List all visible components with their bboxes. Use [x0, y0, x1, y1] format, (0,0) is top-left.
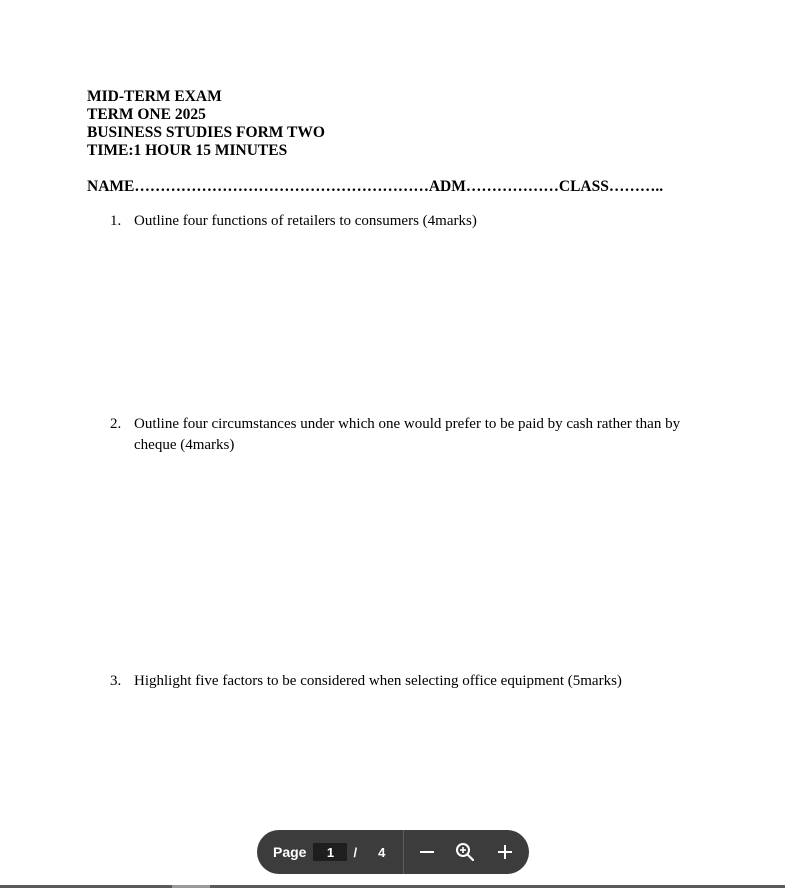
- page-separator: /: [353, 844, 358, 860]
- student-details-line: NAME…………………………………………………ADM………………CLASS………..: [87, 178, 664, 195]
- page-label: Page: [273, 844, 307, 860]
- question-text: Outline four circumstances under which one would prefer to be paid by cash rather than by cheque (4marks): [134, 416, 681, 453]
- exam-header: [87, 88, 325, 160]
- zoom-magnifier-icon: [455, 842, 475, 862]
- question-number: 1.: [110, 213, 122, 229]
- minus-icon: [419, 844, 435, 860]
- pdf-viewer-toolbar: [257, 830, 529, 874]
- zoom-in-button[interactable]: [490, 837, 520, 867]
- question-text: Highlight five factors to be considered when selecting office equipment (5marks): [134, 673, 622, 689]
- question-item: [110, 211, 695, 232]
- question-item: [110, 671, 695, 692]
- zoom-out-button[interactable]: [412, 837, 442, 867]
- toolbar-divider: [403, 830, 404, 874]
- question-number: 2.: [110, 416, 122, 432]
- page-number-input[interactable]: [313, 843, 347, 861]
- question-text: Outline four functions of retailers to consumers (4marks): [134, 213, 477, 229]
- plus-icon: [497, 844, 513, 860]
- total-pages: 4: [378, 844, 386, 860]
- header-subject: BUSINESS STUDIES FORM TWO: [87, 124, 325, 141]
- header-term: TERM ONE 2025: [87, 106, 206, 123]
- header-time: TIME:1 HOUR 15 MINUTES: [87, 142, 288, 159]
- header-exam-title: MID-TERM EXAM: [87, 88, 222, 105]
- question-item: [110, 414, 695, 456]
- fit-to-page-button[interactable]: [450, 837, 480, 867]
- question-number: 3.: [110, 673, 122, 689]
